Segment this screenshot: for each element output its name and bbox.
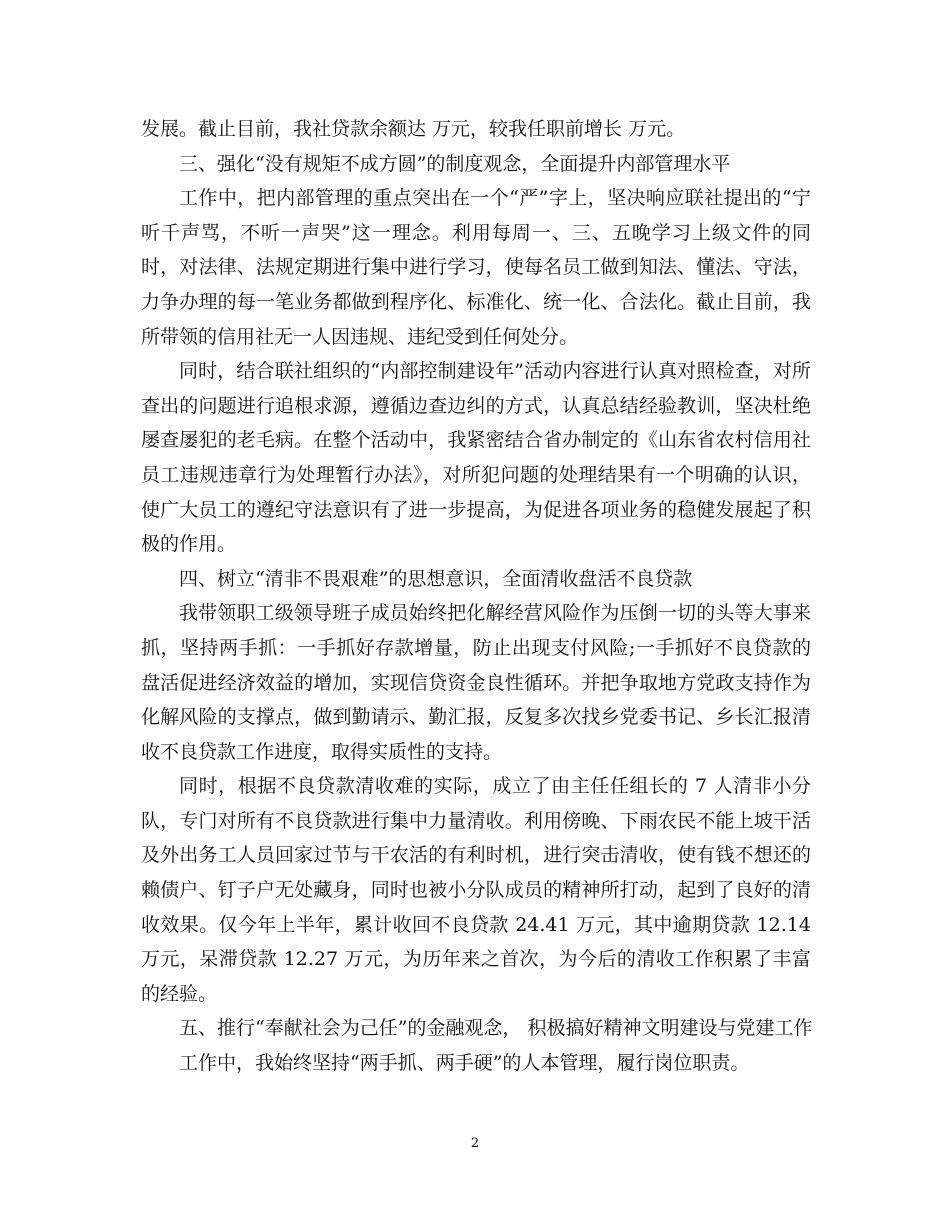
paragraph-loan-recovery: 同时，根据不良贷款清收难的实际，成立了由主任任组长的 7 人清非小分队，专门对所有不良贷款进行集中力量清收。利用傍晚、下雨农民不能上坡干活及外出务工人员回家过节与干农活的有利时机，进行突击清收，使有钱不想还的赖债户、钉子户无处藏身，同时也被小分队成员的精神所打动，起到了良好的清收效果。仅今年上半年，累计收回不良贷款 24.41 万元，其中逾期贷款 12.14 万元，呆滞贷款 12.27 万元，为历年来之首次，为今后的清收工作积累了丰富的经验。 bbox=[141, 775, 811, 1005]
section-heading-5: 五、推行“奉献社会为己任”的金融观念， 积极搞好精神文明建设与党建工作 bbox=[179, 1017, 813, 1040]
paragraph-loan-balance: 发展。截止目前，我社贷款余额达 万元，较我任职前增长 万元。 bbox=[141, 118, 686, 140]
paragraph-internal-control: 同时，结合联社组织的“内部控制建设年”活动内容进行认真对照检查，对所查出的问题进行追根求源，遵循边查边纠的方式，认真总结经验教训，坚决杜绝屡查屡犯的老毛病。在整个活动中，我紧密结合省办制定的《山东省农村信用社员工违规违章行为处理暂行办法》，对所犯问题的处理结果有一个明确的认识，使广大员工的遵纪守法意识有了进一步提高，为促进各项业务的稳健发展起了积极的作用。 bbox=[141, 360, 811, 556]
paragraph-risk-resolution: 我带领职工级领导班子成员始终把化解经营风险作为压倒一切的头等大事来抓，坚持两手抓：一手抓好存款增量，防止出现支付风险;一手抓好不良贷款的盘活促进经济效益的增加，实现信贷资金良性循环。并把争取地方党政支持作为化解风险的支撑点，做到勤请示、勤汇报，反复多次找乡党委书记、乡长汇报清收不良贷款工作进度，取得实质性的支持。 bbox=[141, 602, 811, 763]
section-heading-4: 四、树立“清非不畏艰难”的思想意识，全面清收盘活不良贷款 bbox=[179, 567, 693, 590]
paragraph-internal-management: 工作中，把内部管理的重点突出在一个“严”字上，坚决响应联社提出的“宁听千声骂，不听一声哭”这一理念。利用每周一、三、五晚学习上级文件的同时，对法律、法规定期进行集中进行学习，使每名员工做到知法、懂法、守法，力争办理的每一笔业务都做到程序化、标准化、统一化、合法化。截止目前，我所带领的信用社无一人因违规、违纪受到任何处分。 bbox=[141, 187, 811, 348]
page-number: 2 bbox=[470, 1136, 480, 1151]
document-body bbox=[141, 112, 811, 1081]
section-heading-3: 三、强化“没有规矩不成方圆”的制度观念，全面提升内部管理水平 bbox=[179, 152, 731, 175]
paragraph-duties: 工作中，我始终坚持“两手抓、两手硬”的人本管理，履行岗位职责。 bbox=[179, 1052, 750, 1075]
